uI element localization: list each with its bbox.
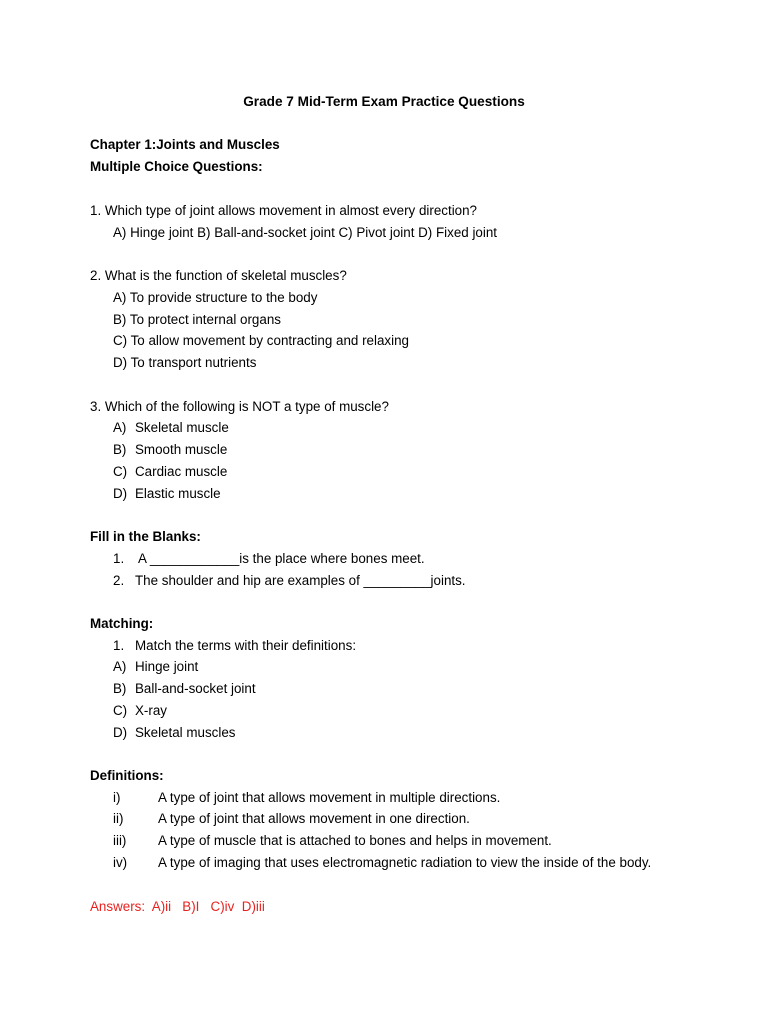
question-3-option-label: C) [113, 464, 128, 479]
question-3-option-text: Smooth muscle [135, 442, 228, 457]
fill-blank-text: A ____________is the place where bones meet. [135, 551, 425, 566]
question-3-option-text: Elastic muscle [135, 486, 221, 501]
definition-number: ii) [113, 811, 124, 826]
question-3-option-label: A) [113, 420, 127, 435]
question-1: 1. Which type of joint allows movement in almost every direction? [90, 203, 478, 218]
matching-intro-text: Match the terms with their definitions: [135, 638, 357, 653]
question-2-option: B) To protect internal organs [113, 312, 281, 327]
definition-text: A type of joint that allows movement in multiple directions. [158, 790, 501, 805]
fill-blanks-heading: Fill in the Blanks: [90, 529, 201, 544]
matching-term-label: C) [113, 703, 128, 718]
matching-term-label: D) [113, 725, 128, 740]
matching-term-text: Ball-and-socket joint [135, 681, 256, 696]
chapter-heading: Chapter 1:Joints and Muscles [90, 137, 280, 152]
matching-heading: Matching: [90, 616, 154, 631]
fill-blank-number: 2. [113, 573, 125, 588]
mcq-heading: Multiple Choice Questions: [90, 159, 263, 174]
question-1-options: A) Hinge joint B) Ball-and-socket joint C) Pivot joint D) Fixed joint [113, 225, 498, 240]
definition-text: A type of joint that allows movement in one direction. [158, 811, 470, 826]
definition-number: iii) [113, 833, 127, 848]
question-2-option: D) To transport nutrients [113, 355, 257, 370]
document-title: Grade 7 Mid-Term Exam Practice Questions [243, 94, 525, 109]
matching-term-label: A) [113, 659, 127, 674]
question-2-option: A) To provide structure to the body [113, 290, 318, 305]
question-3-option-label: B) [113, 442, 127, 457]
fill-blank-text: The shoulder and hip are examples of _________joints. [135, 573, 466, 588]
answers-line: Answers: A)ii B)I C)iv D)iii [90, 899, 265, 914]
definitions-heading: Definitions: [90, 768, 164, 783]
question-3-option-label: D) [113, 486, 128, 501]
question-2-option: C) To allow movement by contracting and relaxing [113, 333, 409, 348]
matching-term-text: X-ray [135, 703, 167, 718]
matching-term-text: Hinge joint [135, 659, 199, 674]
question-3-option-text: Cardiac muscle [135, 464, 228, 479]
definition-text: A type of muscle that is attached to bones and helps in movement. [158, 833, 552, 848]
definition-number: iv) [113, 855, 128, 870]
definition-number: i) [113, 790, 121, 805]
question-2: 2. What is the function of skeletal muscles? [90, 268, 347, 283]
matching-term-label: B) [113, 681, 127, 696]
fill-blank-number: 1. [113, 551, 125, 566]
matching-term-text: Skeletal muscles [135, 725, 236, 740]
matching-intro-number: 1. [113, 638, 125, 653]
question-3: 3. Which of the following is NOT a type of muscle? [90, 399, 389, 414]
question-3-option-text: Skeletal muscle [135, 420, 229, 435]
definition-text: A type of imaging that uses electromagnetic radiation to view the inside of the body. [158, 855, 652, 870]
